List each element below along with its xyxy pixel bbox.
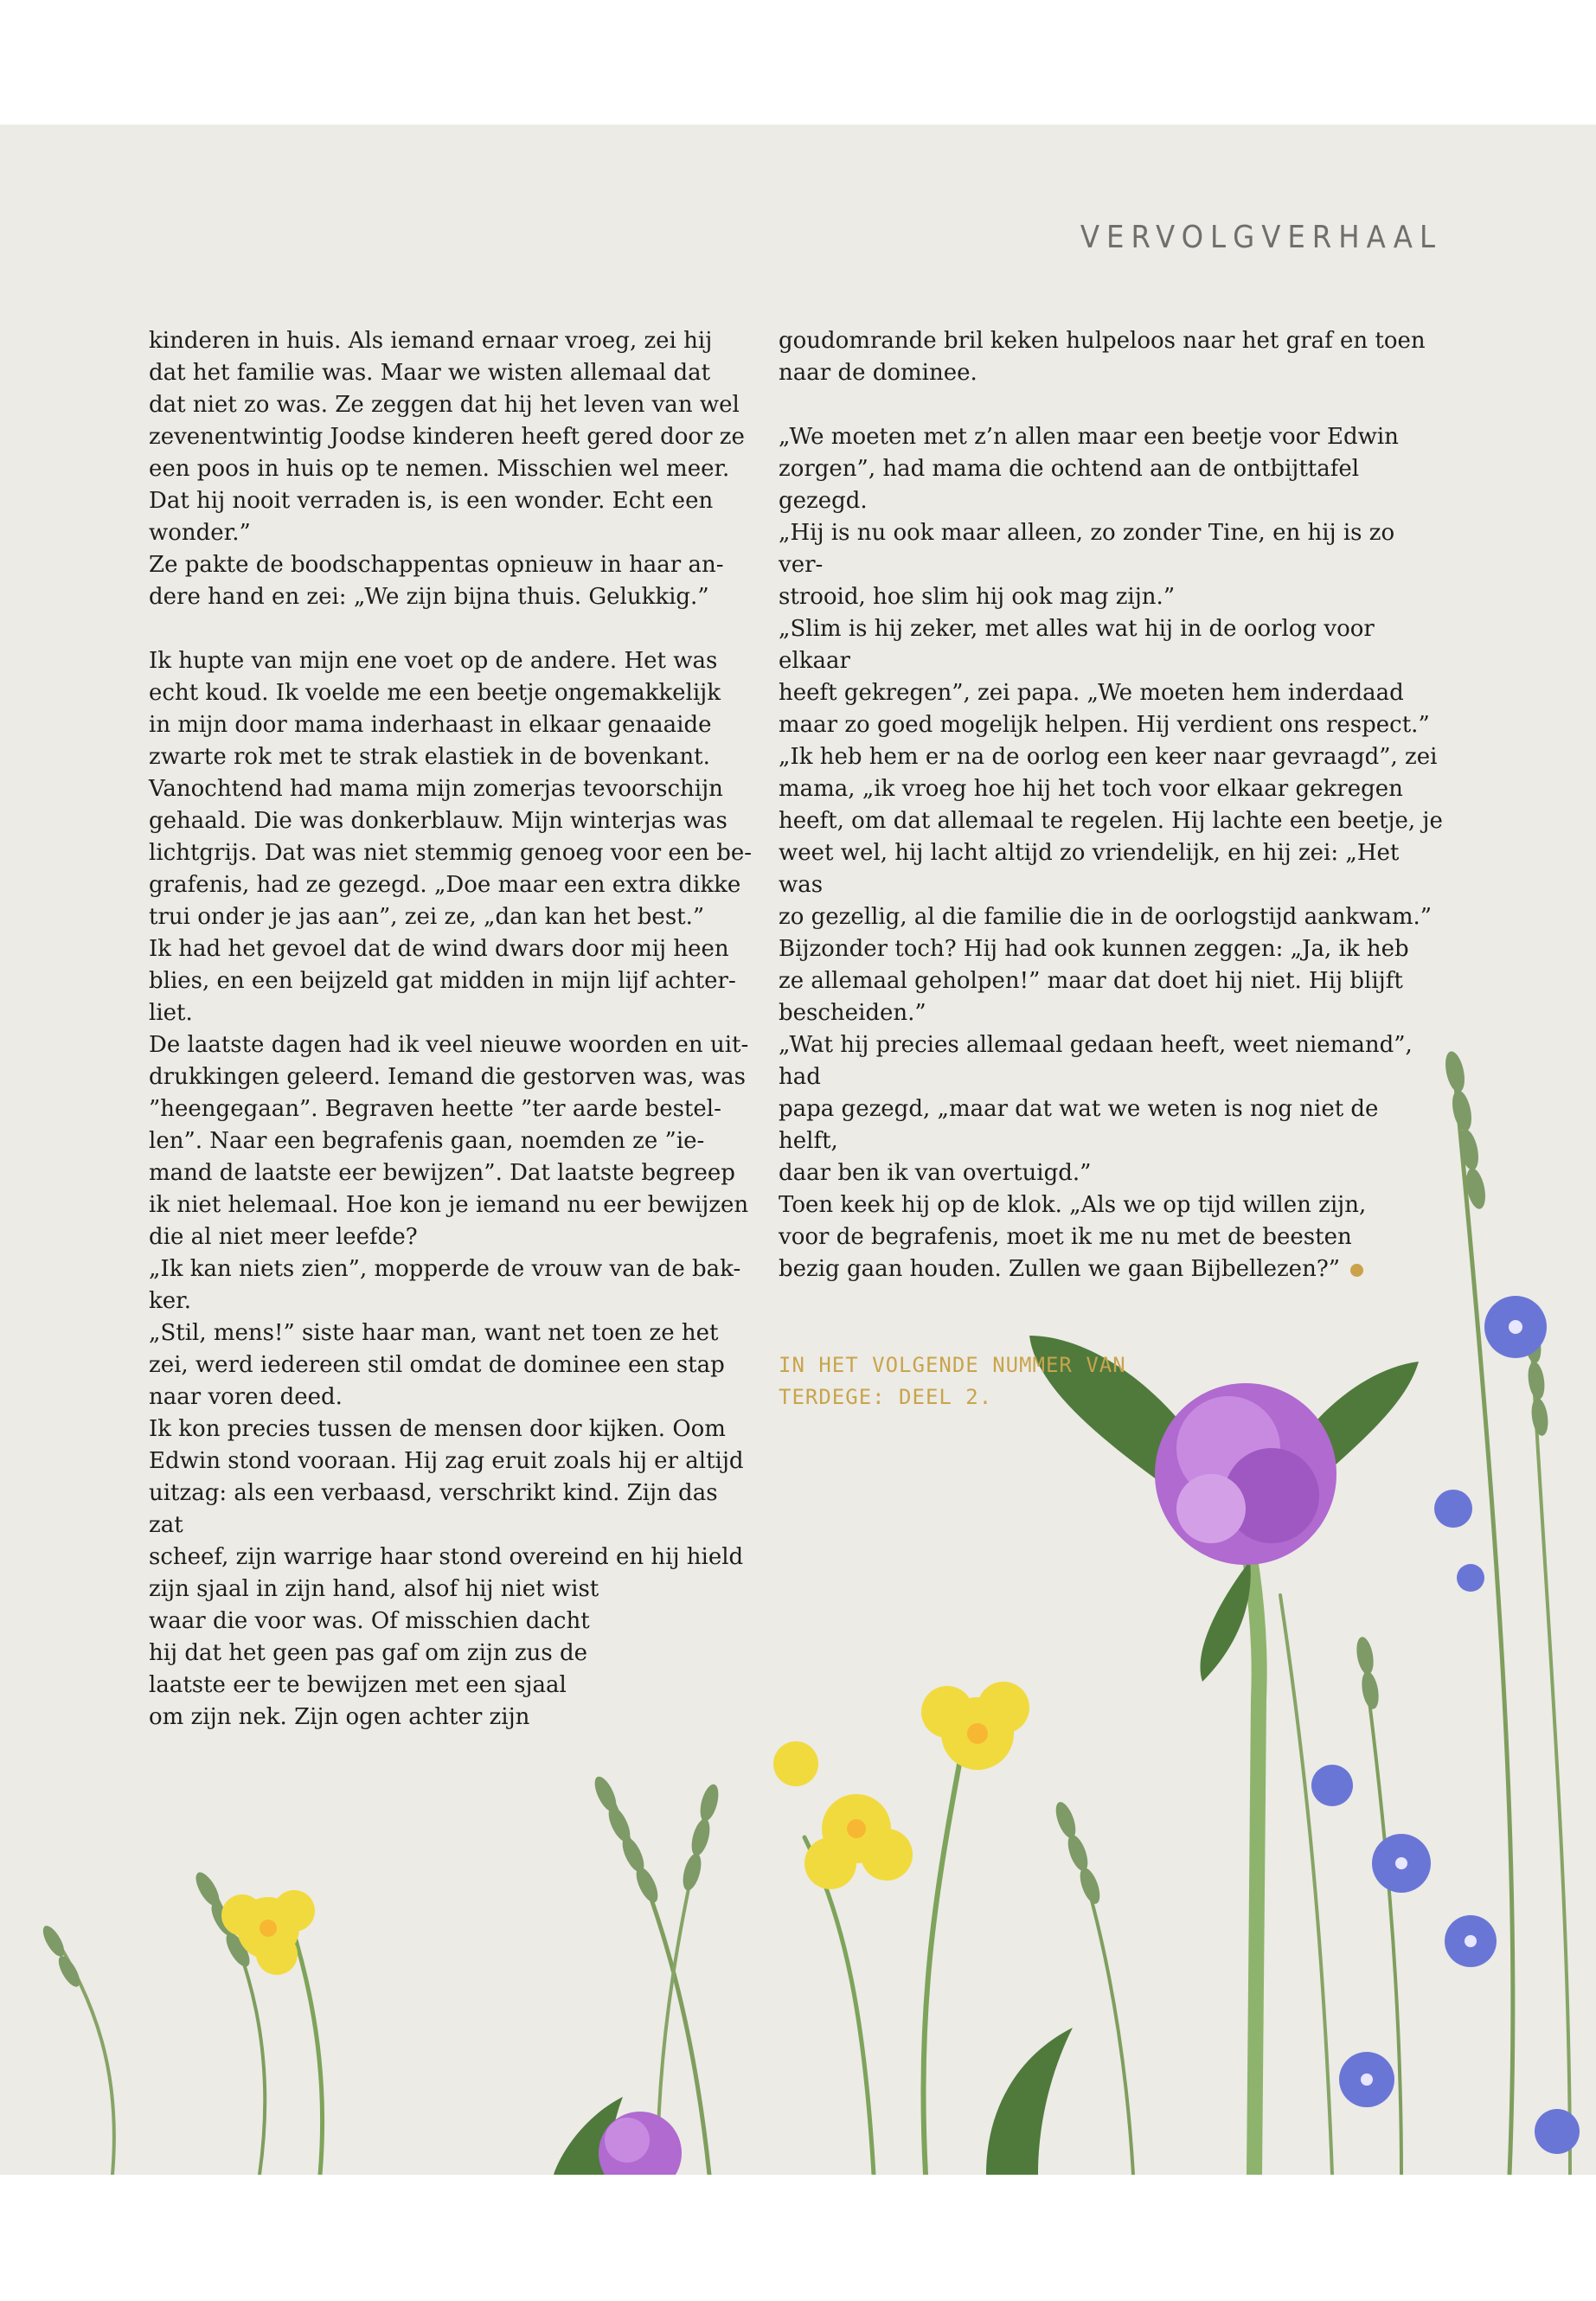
text-column-right: [779, 325, 1445, 1413]
final-paragraph: [779, 1189, 1445, 1285]
final-paragraph-text: Toen keek hij op de klok. „Als we op tijd willen zijn, voor de begrafenis, moet ik me nu met de beesten bezig gaan houden. Zullen we gaan Bijbellezen?”: [779, 1192, 1367, 1282]
section-label: VERVOLGVERHAAL: [1080, 220, 1442, 255]
text-column-left: [149, 325, 754, 1734]
paragraph: De laatste dagen had ik veel nieuwe woorden en uit- drukkingen geleerd. Iemand die gestorven was, was ”heengegaan”. Begraven heette ”ter aarde bestel- len”. Naar een begrafenis gaan, noemden ze ”ie- mand de laatste eer bewijzen”. Dat laatste begreep ik niet helemaal. Hoe kon je iemand nu eer bewijzen die al niet meer leefde?: [149, 1032, 749, 1250]
paragraph: „Ik kan niets zien”, mopperde de vrouw van de bak- ker.: [149, 1256, 741, 1314]
magazine-page: [0, 125, 1596, 2175]
paragraph: „We moeten met z’n allen maar een beetje voor Edwin zorgen”, had mama die ochtend aan de ontbijttafel gezegd. „Hij is nu ook maar alleen, zo zonder Tine, en hij is zo ver- strooid, hoe slim hij ook mag zijn.”: [779, 424, 1399, 610]
paragraph: Ik had het gevoel dat de wind dwars door mij heen blies, en een beijzeld gat midden in mijn lijf achter- liet.: [149, 936, 736, 1026]
paragraph: kinderen in huis. Als iemand ernaar vroeg, zei hij dat het familie was. Maar we wisten allemaal dat dat niet zo was. Ze zeggen dat hij het leven van wel zevenentwintig Joodse kinderen heeft gered door ze een poos in huis op te nemen. Misschien wel meer. Dat hij nooit verraden is, is een wonder. Echt een wonder.”: [149, 328, 745, 546]
paragraph: „Wat hij precies allemaal gedaan heeft, weet niemand”, had papa gezegd, „maar dat wat we weten is nog niet de helft, daar ben ik van overtuigd.”: [779, 1032, 1413, 1186]
paragraph: „Slim is hij zeker, met alles wat hij in de oorlog voor elkaar heeft gekregen”, zei papa. „We moeten hem inderdaad maar zo goed mogelijk helpen. Hij verdient ons respect.”: [779, 616, 1430, 738]
paragraph: „Ik heb hem er na de oorlog een keer naar gevraagd”, zei mama, „ik vroeg hoe hij het toch voor elkaar gekregen heeft, om dat allemaal te regelen. Hij lachte een beetje, je weet wel, hij lacht altijd zo vriendelijk, en hij zei: „Het was zo gezellig, al die familie die in de oorlogstijd aankwam.” Bijzonder toch? Hij had ook kunnen zeggen: „Ja, ik heb ze allemaal geholpen!” maar dat doet hij niet. Hij blijft bescheiden.”: [779, 744, 1443, 1026]
paragraph: „Stil, mens!” siste haar man, want net toen ze het zei, werd iedereen stil omdat de dominee een stap naar voren deed.: [149, 1320, 725, 1410]
paragraph: goudomrande bril keken hulpeloos naar het graf en toen naar de dominee.: [779, 328, 1426, 386]
paragraph: Ik hupte van mijn ene voet op de andere. Het was echt koud. Ik voelde me een beetje ongemakkelijk in mijn door mama inderhaast in elkaar genaaide zwarte rok met te strak elastiek in de bovenkant. Vanochtend had mama mijn zomerjas tevoorschijn gehaald. Die was donkerblauw. Mijn winterjas was lichtgrijs. Dat was niet stemmig genoeg voor een be- grafenis, had ze gezegd. „Doe maar een extra dikke trui onder je jas aan”, zei ze, „dan kan het best.”: [149, 648, 753, 930]
end-bullet-icon: [1350, 1264, 1363, 1277]
next-issue-note: IN HET VOLGENDE NUMMER VAN TERDEGE: DEEL 2.: [779, 1353, 1126, 1409]
paragraph: Ze pakte de boodschappentas opnieuw in haar an- dere hand en zei: „We zijn bijna thuis. Gelukkig.”: [149, 552, 724, 610]
paragraph: Ik kon precies tussen de mensen door kijken. Oom Edwin stond vooraan. Hij zag eruit zoals hij er altijd uitzag: als een verbaasd, verschrikt kind. Zijn das zat scheef, zijn warrige haar stond overeind en hij hield zijn sjaal in zijn hand, alsof hij niet wist waar die voor was. Of misschien dacht hij dat het geen pas gaf om zijn zus de laatste eer te bewijzen met een sjaal om zijn nek. Zijn ogen achter zijn: [149, 1416, 744, 1730]
